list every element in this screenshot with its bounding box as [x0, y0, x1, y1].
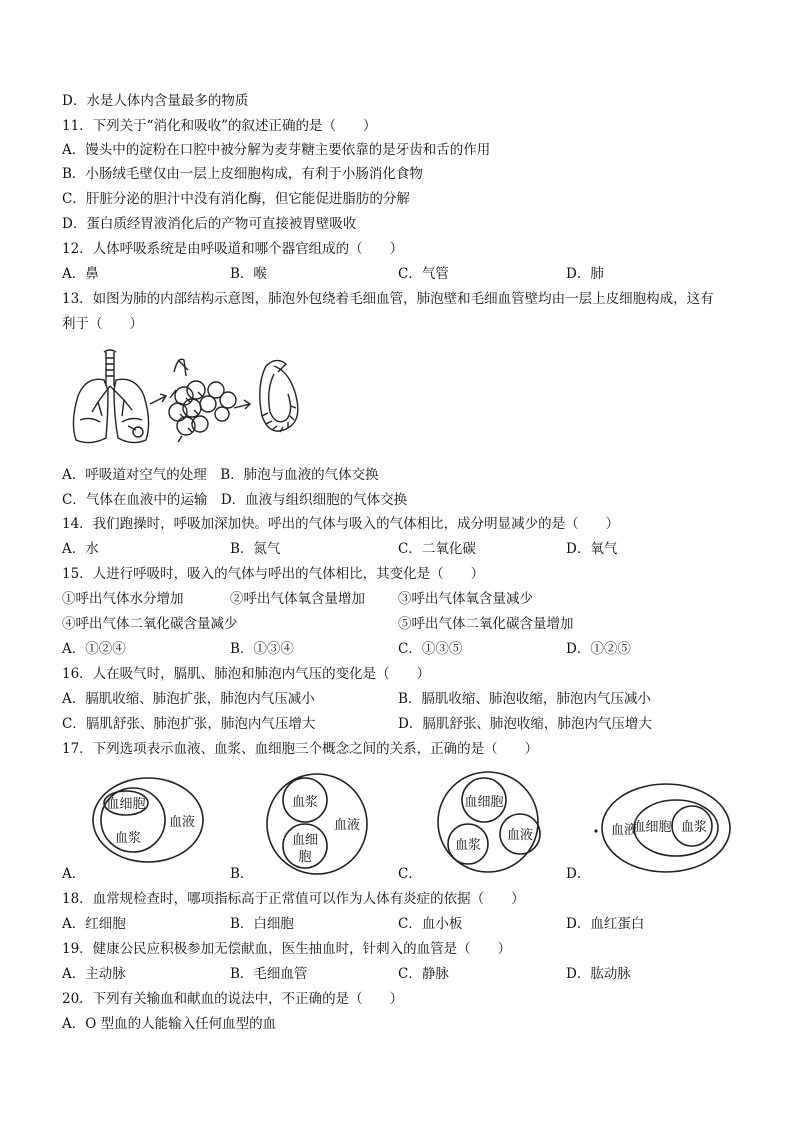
q17-diagram-d — [590, 776, 738, 876]
option-a: A．水 — [62, 541, 99, 557]
q13-option-c-d: C．气体在血液中的运输 D．血液与组织细胞的气体交换 — [62, 492, 408, 508]
item-4: ④呼出气体二氧化碳含量减少 — [62, 616, 238, 632]
option-a: A．膈肌收缩、肺泡扩张，肺泡内气压减小 — [62, 691, 315, 707]
option-d: D．氧气 — [566, 541, 618, 557]
option-c: C． — [398, 866, 422, 882]
question-16: 16．人在吸气时，膈肌、肺泡和肺泡内气压的变化是（ ） — [62, 666, 431, 682]
label-blood: 血液 — [333, 818, 361, 833]
question-15: 15．人进行呼吸时，吸入的气体与呼出的气体相比，其变化是（ ） — [62, 566, 485, 582]
option-b: B．毛细血管 — [230, 966, 308, 982]
option-d: D．肱动脉 — [566, 966, 631, 982]
label-blood-cells-2: 胞 — [298, 850, 312, 865]
item-2: ②呼出气体氧含量增加 — [230, 591, 365, 607]
q20-option-a: A．O 型血的人能输入任何血型的血 — [62, 1016, 277, 1032]
label-blood: 血液 — [506, 828, 534, 843]
q11-option-b: B．小肠绒毛壁仅由一层上皮细胞构成，有利于小肠消化食物 — [62, 166, 423, 182]
question-12: 12．人体呼吸系统是由呼吸道和哪个器官组成的（ ） — [62, 241, 404, 257]
option-c: C．膈肌舒张、肺泡扩张，肺泡内气压增大 — [62, 716, 316, 732]
q10-option-d: D．水是人体内含量最多的物质 — [62, 93, 249, 109]
q11-option-c: C．肝脏分泌的胆汁中没有消化酶，但它能促进脂肪的分解 — [62, 191, 410, 207]
label-plasma: 血浆 — [680, 820, 708, 835]
label-blood-cells-1: 血细 — [291, 833, 319, 848]
question-19: 19．健康公民应积极参加无偿献血，医生抽血时，针刺入的血管是（ ） — [62, 941, 512, 957]
option-a: A．鼻 — [62, 266, 99, 282]
option-b: B．膈肌收缩、肺泡收缩，肺泡内气压减小 — [398, 691, 651, 707]
option-b: B．白细胞 — [230, 916, 294, 932]
option-c: C．静脉 — [398, 966, 449, 982]
question-14: 14．我们跑操时，呼吸加深加快。呼出的气体与吸入的气体相比，成分明显减少的是（ ） — [62, 516, 620, 532]
option-d: D．血红蛋白 — [566, 916, 645, 932]
option-b: B．喉 — [230, 266, 267, 282]
label-blood-cells: 血细胞 — [464, 795, 504, 810]
q17-diagram-b — [257, 770, 377, 878]
option-b: B．①③④ — [230, 641, 294, 657]
option-d: D．①②⑤ — [566, 641, 631, 657]
question-18: 18．血常规检查时，哪项指标高于正常值可以作为人体有炎症的依据（ ） — [62, 891, 525, 907]
question-17: 17．下列选项表示血液、血浆、血细胞三个概念之间的关系，正确的是（ ） — [62, 741, 539, 757]
q13-option-a-b: A．呼吸道对空气的处理 B．肺泡与血液的气体交换 — [62, 467, 379, 483]
option-c: C．血小板 — [398, 916, 463, 932]
label-blood: 血液 — [610, 823, 638, 838]
q11-option-a: A．馒头中的淀粉在口腔中被分解为麦芽糖主要依靠的是牙齿和舌的作用 — [62, 142, 491, 158]
label-blood-cells: 血细胞 — [632, 820, 672, 835]
option-a: A．①②④ — [62, 641, 126, 657]
question-11: 11．下列关于“消化和吸收”的叙述正确的是（ ） — [62, 118, 377, 134]
q11-option-d: D．蛋白质经胃液消化后的产物可直接被胃壁吸收 — [62, 216, 357, 232]
option-c: C．①③⑤ — [398, 641, 463, 657]
label-blood-cells: 血细胞 — [106, 797, 146, 812]
label-plasma: 血浆 — [114, 831, 142, 846]
option-a: A．红细胞 — [62, 916, 126, 932]
item-3: ③呼出气体氧含量减少 — [398, 591, 533, 607]
label-plasma: 血浆 — [291, 795, 319, 810]
question-20: 20．下列有关输血和献血的说法中，不正确的是（ ） — [62, 991, 404, 1007]
option-d: D．肺 — [566, 266, 604, 282]
option-a: A．主动脉 — [62, 966, 126, 982]
lung-structure-figure — [66, 346, 306, 450]
option-a: A． — [62, 866, 86, 882]
option-b: B． — [230, 866, 254, 882]
label-blood: 血液 — [168, 815, 196, 830]
item-5: ⑤呼出气体二氧化碳含量增加 — [398, 616, 574, 632]
option-c: C．气管 — [398, 266, 449, 282]
question-13: 13．如图为肺的内部结构示意图，肺泡外包绕着毛细血管，肺泡壁和毛细血管壁均由一层上皮细胞构成，这有 — [62, 291, 714, 307]
option-b: B．氮气 — [230, 541, 281, 557]
q17-diagram-c — [426, 770, 552, 876]
option-d: D．膈肌舒张、肺泡收缩，肺泡内气压增大 — [398, 716, 652, 732]
q17-diagram-a — [90, 770, 210, 866]
option-c: C．二氧化碳 — [398, 541, 476, 557]
label-plasma: 血浆 — [454, 838, 482, 853]
item-1: ①呼出气体水分增加 — [62, 591, 184, 607]
option-d: D． — [566, 866, 591, 882]
question-13-cont: 利于（ ） — [62, 316, 143, 332]
